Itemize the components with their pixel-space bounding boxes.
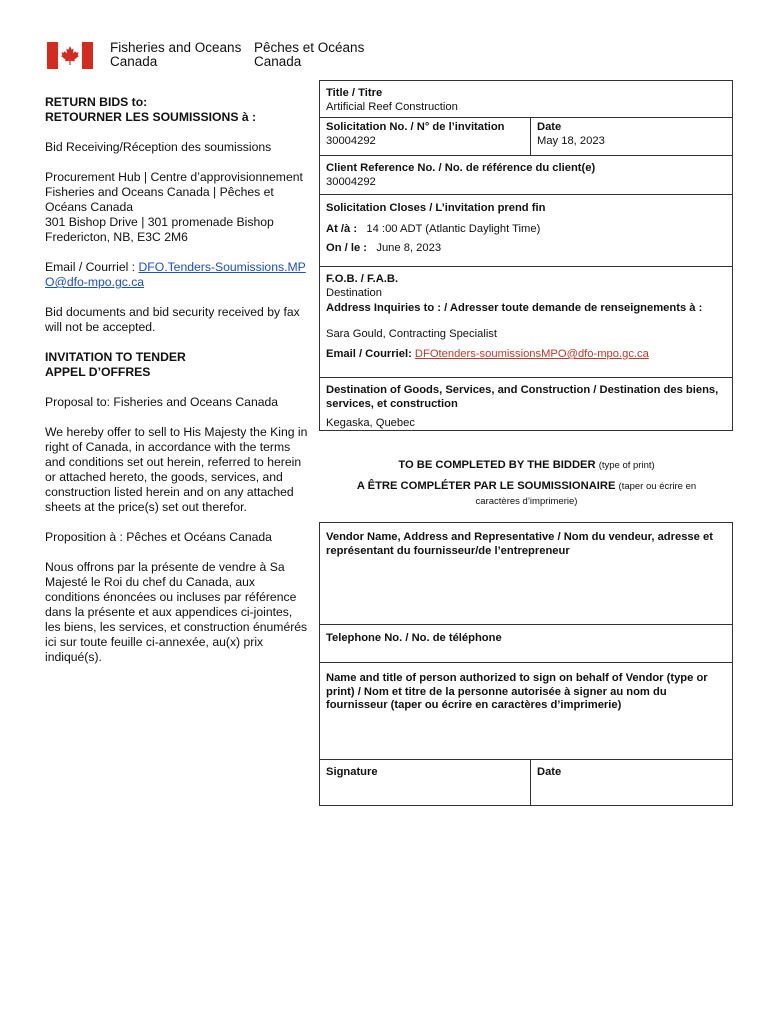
inquiries-label: Address Inquiries to : / Adresser toute demande de renseignements à : xyxy=(326,302,703,314)
proposition: Proposition à : Pêches et Océans Canada xyxy=(45,530,272,544)
fob-value: Destination xyxy=(326,286,382,299)
closes-time: At /à : 14 :00 ADT (Atlantic Daylight Time) xyxy=(326,222,541,235)
client-ref-cell xyxy=(320,162,730,189)
divider xyxy=(319,155,733,156)
destination-label: Destination of Goods, Services, and Construction / Destination des biens, services, et construction xyxy=(326,384,719,410)
closes-cell xyxy=(320,202,730,256)
vendor-name-field[interactable]: Vendor Name, Address and Representative / Nom du vendeur, adresse et représentant du fournisseur/de l’entrepreneur xyxy=(326,531,713,557)
bidder-heading-fr: A ÊTRE COMPLÉTER PAR LE SOUMISSIONAIRE xyxy=(356,480,616,492)
invitation-heading: INVITATION TO TENDER APPEL D’OFFRES xyxy=(45,350,186,379)
solicitation-cell xyxy=(320,121,530,148)
title-value: Artificial Reef Construction xyxy=(326,100,458,113)
telephone-field[interactable]: Telephone No. / No. de téléphone xyxy=(326,632,502,644)
client-ref-label: Client Reference No. / No. de référence du client(e) xyxy=(326,162,596,174)
return-address: Procurement Hub | Centre d’approvisionnement Fisheries and Oceans Canada | Pêches et Océans Canada 301 Bishop Drive | 301 promenade Bishop Fredericton, NB, E3C 2M6 xyxy=(45,170,303,244)
title-label: Title / Titre xyxy=(326,87,383,99)
divider xyxy=(319,266,733,267)
canada-flag-icon xyxy=(47,42,93,69)
contact-name: Sara Gould, Contracting Specialist xyxy=(326,327,498,340)
left-column xyxy=(45,95,310,680)
bidder-heading-en-note: (type of print) xyxy=(598,460,655,471)
date-cell xyxy=(531,121,731,148)
bidder-heading-en: TO BE COMPLETED BY THE BIDDER xyxy=(398,459,596,471)
divider xyxy=(319,624,733,625)
closes-date: On / le : June 8, 2023 xyxy=(326,242,442,254)
date-label: Date xyxy=(537,121,562,133)
dept-name-en: Fisheries and Oceans Canada xyxy=(110,40,242,69)
bid-receiving: Bid Receiving/Réception des soumissions xyxy=(45,140,272,154)
divider xyxy=(319,194,733,195)
signature-field[interactable]: Signature xyxy=(326,766,378,778)
return-bids-heading: RETURN BIDS to: RETOURNER LES SOUMISSIONS à : xyxy=(45,95,257,124)
dept-name-fr: Pêches et Océans Canada xyxy=(254,40,365,69)
return-email-link[interactable]: DFO.Tenders-Soumissions.MPO@dfo-mpo.gc.ca xyxy=(45,260,306,289)
closes-label: Solicitation Closes / L’invitation prend fin xyxy=(326,202,546,214)
signature-date-field[interactable]: Date xyxy=(537,766,562,778)
contact-email: Email / Courriel: DFOtenders-soumissionsMPO@dfo-mpo.gc.ca xyxy=(326,348,649,360)
return-email: Email / Courriel : DFO.Tenders-Soumissions.MPO@dfo-mpo.gc.ca xyxy=(45,260,306,289)
bidder-heading xyxy=(320,458,733,509)
proposal-to: Proposal to: Fisheries and Oceans Canada xyxy=(45,395,279,409)
divider xyxy=(319,377,733,378)
destination-cell xyxy=(320,384,730,431)
authorized-person-field[interactable]: Name and title of person authorized to sign on behalf of Vendor (type or print) / Nom et titre de la personne autorisée à signer au nom du fournisseur (taper ou écrire en caractères d’imprimerie) xyxy=(326,672,708,711)
divider xyxy=(319,117,733,118)
fax-note: Bid documents and bid security received by fax will not be accepted. xyxy=(45,305,300,334)
divider xyxy=(319,662,733,663)
offer-text-en: We hereby offer to sell to His Majesty the King in right of Canada, in accordance with the terms and conditions set out herein, referred to herein or attached hereto, the goods, services, and construction listed herein and on any attached sheets at the price(s) set out therefor. xyxy=(45,425,308,514)
title-cell xyxy=(320,87,730,114)
offer-text-fr: Nous offrons par la présente de vendre à Sa Majesté le Roi du chef du Canada, aux conditions énoncées ou incluses par référence dans la présente et aux appendices ci-jointes, les biens, les services, et construction énumérés ici sur toute feuille ci-annexée, au(x) prix indiqué(s). xyxy=(45,560,308,664)
fob-label: F.O.B. / F.A.B. xyxy=(326,273,399,285)
bidder-heading-fr-note: (taper ou écrire en caractères d’imprimerie) xyxy=(475,481,697,507)
solicitation-value: 30004292 xyxy=(326,134,376,147)
divider xyxy=(319,759,733,760)
solicitation-label: Solicitation No. / N° de l’invitation xyxy=(326,121,505,133)
client-ref-value: 30004292 xyxy=(326,175,376,188)
fob-cell xyxy=(320,273,730,362)
destination-value: Kegaska, Quebec xyxy=(326,417,415,429)
date-value: May 18, 2023 xyxy=(537,134,605,147)
contact-email-link[interactable]: DFOtenders-soumissionsMPO@dfo-mpo.gc.ca xyxy=(414,348,649,360)
